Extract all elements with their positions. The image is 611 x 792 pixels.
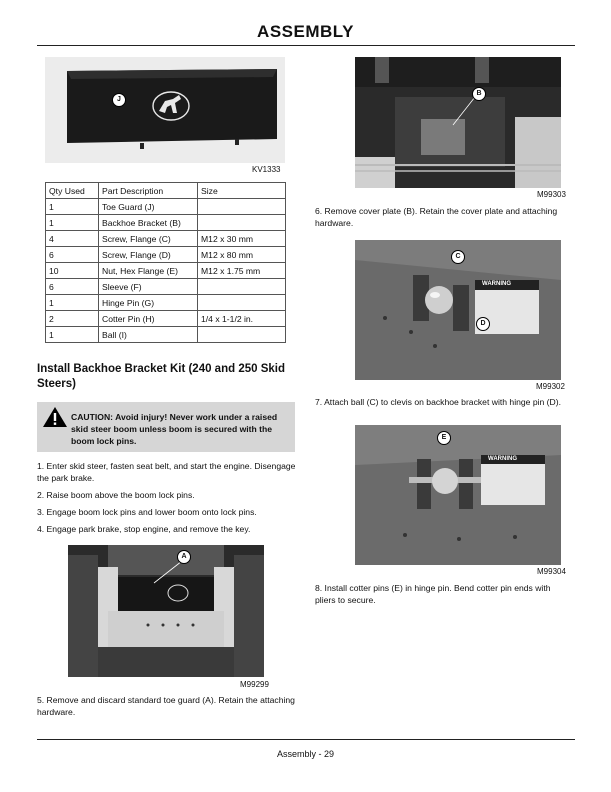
table-cell: 2: [46, 311, 99, 327]
hinge-pin-photo: [355, 425, 561, 565]
table-cell: M12 x 1.75 mm: [198, 263, 286, 279]
table-cell: 1: [46, 199, 99, 215]
cover-plate-photo: [355, 57, 561, 188]
table-row: [46, 327, 286, 343]
caption-m99302: M99302: [536, 382, 565, 391]
caution-text: CAUTION: Avoid injury! Never work under a raised skid steer boom unless boom is secured with the boom lock pins.: [71, 412, 278, 446]
table-row: [46, 215, 286, 231]
warning-label-text: WARNING: [488, 456, 517, 462]
column-header: Part Description: [99, 183, 198, 199]
callout-b: B: [472, 87, 486, 101]
column-header: Size: [198, 183, 286, 199]
callout-c: C: [451, 250, 465, 264]
step-4: 4. Engage park brake, stop engine, and remove the key.: [37, 524, 251, 534]
table-cell: Hinge Pin (G): [99, 295, 198, 311]
table-header-row: [46, 183, 286, 199]
step-8: 8. Install cotter pins (E) in hinge pin. Bend cotter pin ends with pliers to secure.: [315, 583, 551, 605]
step-6: 6. Remove cover plate (B). Retain the cover plate and attaching hardware.: [315, 206, 558, 228]
warning-triangle-icon: [42, 406, 68, 433]
table-cell: 10: [46, 263, 99, 279]
step-5: 5. Remove and discard standard toe guard (A). Retain the attaching hardware.: [37, 695, 295, 717]
step-1: 1. Enter skid steer, fasten seat belt, and start the engine. Disengage the park brake.: [37, 461, 296, 483]
table-cell: Backhoe Bracket (B): [99, 215, 198, 231]
callout-e: E: [437, 431, 451, 445]
callout-a: A: [177, 550, 191, 564]
table-cell: 1: [46, 215, 99, 231]
table-cell: [198, 327, 286, 343]
table-row: [46, 231, 286, 247]
table-row: [46, 247, 286, 263]
caption-kv1333: KV1333: [252, 165, 281, 174]
header-rule: [37, 45, 575, 46]
table-cell: M12 x 80 mm: [198, 247, 286, 263]
table-cell: [198, 279, 286, 295]
caption-m99304: M99304: [537, 567, 566, 576]
clevis-photo: [355, 240, 561, 380]
table-cell: Ball (I): [99, 327, 198, 343]
table-row: [46, 279, 286, 295]
table-cell: 1/4 x 1-1/2 in.: [198, 311, 286, 327]
table-cell: [198, 199, 286, 215]
table-cell: 6: [46, 279, 99, 295]
table-row: [46, 311, 286, 327]
table-cell: M12 x 30 mm: [198, 231, 286, 247]
table-cell: 1: [46, 327, 99, 343]
footer-rule: [37, 739, 575, 740]
table-cell: Sleeve (F): [99, 279, 198, 295]
table-cell: [198, 295, 286, 311]
table-cell: 1: [46, 295, 99, 311]
table-cell: 6: [46, 247, 99, 263]
section-heading: Install Backhoe Bracket Kit (240 and 250 Skid Steers): [37, 363, 285, 390]
caution-box: [37, 402, 295, 452]
table-cell: Nut, Hex Flange (E): [99, 263, 198, 279]
table-cell: Screw, Flange (C): [99, 231, 198, 247]
table-row: [46, 263, 286, 279]
step-7: 7. Attach ball (C) to clevis on backhoe bracket with hinge pin (D).: [315, 397, 561, 407]
table-cell: Toe Guard (J): [99, 199, 198, 215]
table-row: [46, 295, 286, 311]
table-cell: 4: [46, 231, 99, 247]
table-cell: Screw, Flange (D): [99, 247, 198, 263]
skid-steer-photo: [68, 545, 264, 677]
column-header: Qty Used: [46, 183, 99, 199]
callout-d: D: [476, 317, 490, 331]
caption-m99299: M99299: [240, 680, 269, 689]
parts-table: [45, 182, 286, 343]
callout-j: J: [112, 93, 126, 107]
caption-m99303: M99303: [537, 190, 566, 199]
page-footer: Assembly - 29: [276, 749, 335, 759]
table-row: [46, 199, 286, 215]
step-2: 2. Raise boom above the boom lock pins.: [37, 490, 195, 500]
table-cell: Cotter Pin (H): [99, 311, 198, 327]
page-title: ASSEMBLY: [257, 22, 354, 41]
step-3: 3. Engage boom lock pins and lower boom onto lock pins.: [37, 507, 257, 517]
toe-guard-photo: [45, 57, 285, 163]
warning-label-text: WARNING: [482, 281, 511, 287]
table-cell: [198, 215, 286, 231]
